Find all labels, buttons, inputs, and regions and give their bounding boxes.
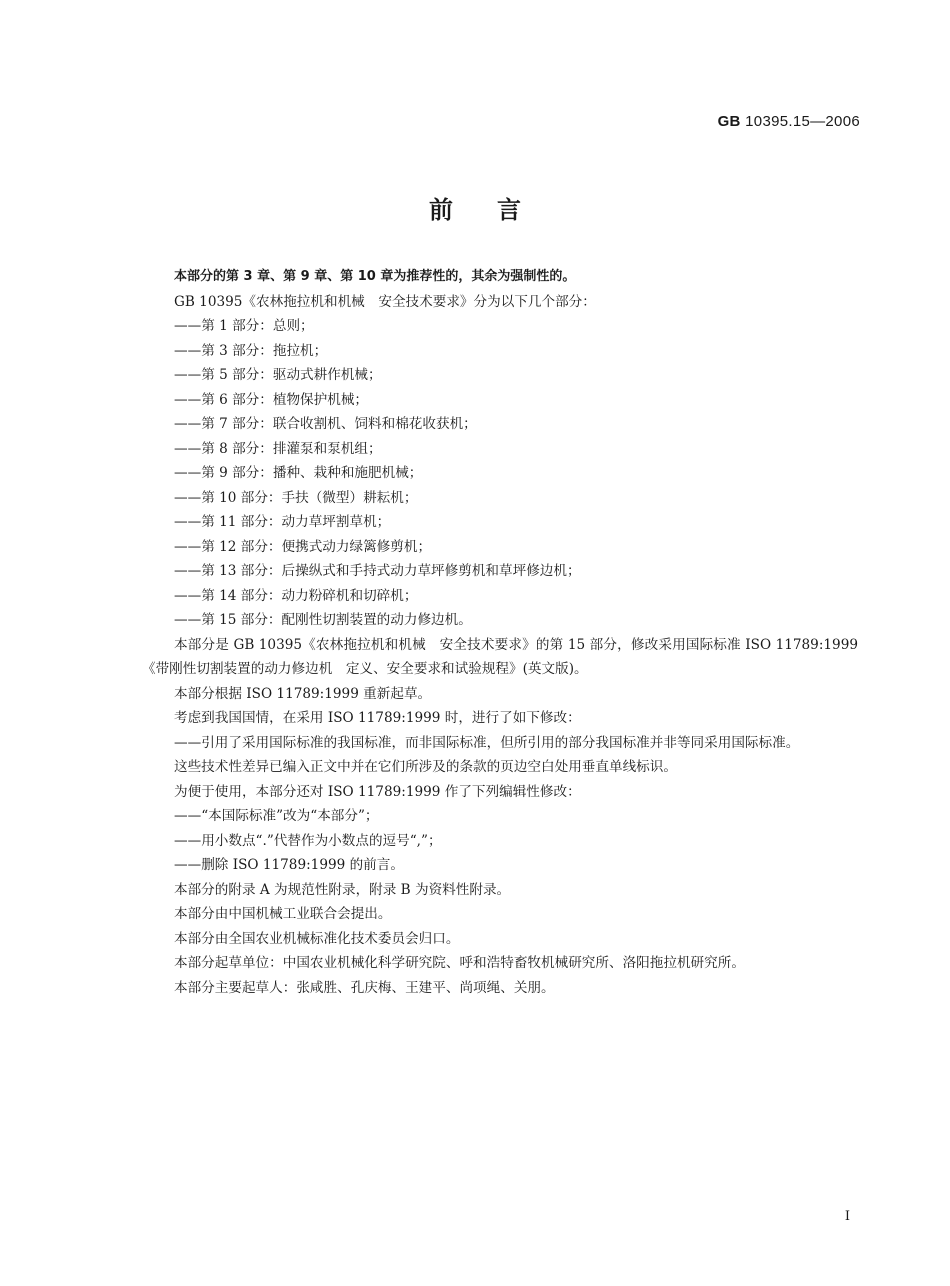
part-list-item: ——第 6 部分：植物保护机械； [174, 391, 369, 408]
page-title: 前言 [429, 196, 565, 224]
status-statement: 本部分的第 3 章、第 9 章、第 10 章为推荐性的，其余为强制性的。 [174, 269, 576, 284]
drafters: 本部分主要起草人：张咸胜、孔庆梅、王建平、尚项绳、关朋。 [174, 979, 555, 996]
annex-statement: 本部分的附录 A 为规范性附录，附录 B 为资料性附录。 [174, 881, 511, 898]
part-list-item: ——第 10 部分：手扶（微型）耕耘机； [174, 489, 418, 506]
part-list-item: ——第 3 部分：拖拉机； [174, 342, 328, 359]
parts-intro: GB 10395《农林拖拉机和机械 安全技术要求》分为以下几个部分： [174, 293, 596, 310]
part-list-item: ——第 9 部分：播种、栽种和施肥机械； [174, 465, 423, 481]
part-list-item: ——第 13 部分：后操纵式和手持式动力草坪修剪机和草坪修边机； [174, 563, 581, 579]
standard-prefix: GB [717, 113, 741, 130]
editorial-change-item: ——删除 ISO 11789:1999 的前言。 [174, 857, 404, 873]
part-list-item: ——第 14 部分：动力粉碎机和切碎机； [174, 587, 418, 604]
part-list-item: ——第 8 部分：排灌泵和泵机组； [174, 440, 382, 457]
standard-number: 10395.15—2006 [745, 113, 860, 130]
part-list-item: ——第 12 部分：便携式动力绿篱修剪机； [174, 538, 432, 555]
page-number: I [844, 1209, 850, 1224]
editorial-changes-intro: 为便于使用，本部分还对 ISO 11789:1999 作了下列编辑性修改： [174, 783, 581, 800]
part-list-item: ——第 15 部分：配刚性切割装置的动力修边机。 [174, 612, 472, 628]
foreword-body [142, 265, 858, 1000]
adoption-statement: 本部分是 GB 10395《农林拖拉机和机械 安全技术要求》的第 15 部分，修改采用国际标准 ISO 11789:1999《带刚性切割装置的动力修边机 定义、安全要求和试验规程》(英文版)。 [142, 636, 858, 677]
editorial-change-item: ——用小数点“.”代替作为小数点的逗号“,”； [174, 832, 442, 849]
part-list-item: ——第 1 部分：总则； [174, 318, 314, 334]
technical-differences-note: 这些技术性差异已编入正文中并在它们所涉及的条款的页边空白处用垂直单线标识。 [174, 759, 677, 775]
modifications-intro: 考虑到我国国情，在采用 ISO 11789:1999 时，进行了如下修改： [174, 710, 581, 726]
part-list-item: ——第 5 部分：驱动式耕作机械； [174, 367, 382, 383]
part-list-item: ——第 7 部分：联合收割机、饲料和棉花收获机； [174, 416, 477, 432]
committee-statement: 本部分由全国农业机械标准化技术委员会归口。 [174, 930, 460, 947]
standard-code [718, 113, 860, 130]
proposer-statement: 本部分由中国机械工业联合会提出。 [174, 906, 392, 922]
part-list-item: ——第 11 部分：动力草坪割草机； [174, 514, 391, 530]
drafting-organizations: 本部分起草单位：中国农业机械化科学研究院、呼和浩特畜牧机械研究所、洛阳拖拉机研究所。 [174, 955, 745, 971]
editorial-change-item: ——“本国际标准”改为“本部分”； [174, 808, 379, 824]
drafting-basis: 本部分根据 ISO 11789:1999 重新起草。 [174, 685, 432, 702]
modification-item: ——引用了采用国际标准的我国标准，而非国际标准，但所引用的部分我国标准并非等同采用国际标准。 [174, 734, 800, 751]
